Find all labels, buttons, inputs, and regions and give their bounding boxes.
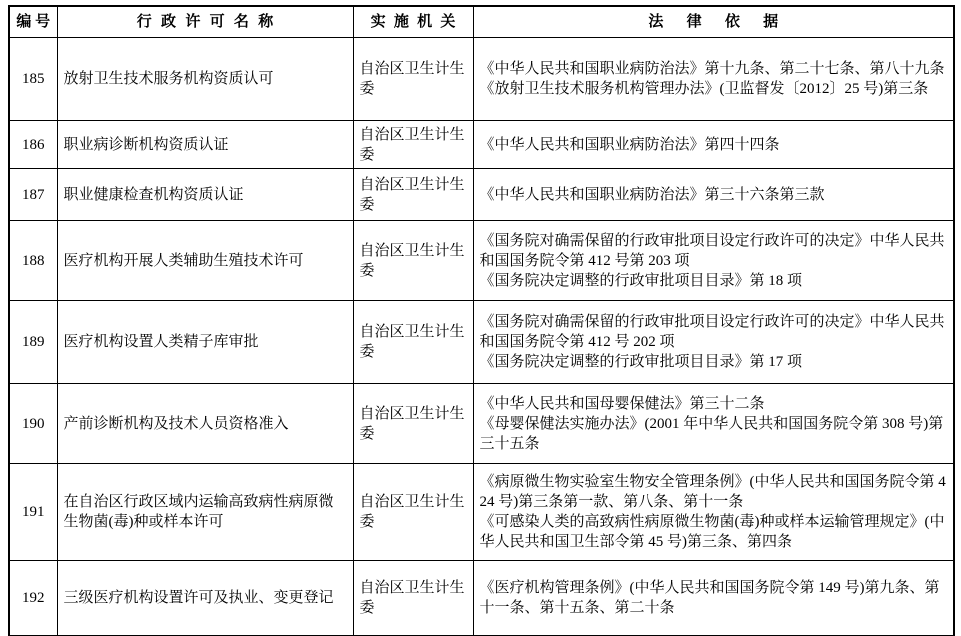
cell-agency: 自治区卫生计生委 bbox=[353, 301, 473, 384]
legal-basis-line: 《中华人民共和国职业病防治法》第三十六条第三款 bbox=[479, 186, 825, 203]
legal-basis-line: 《中华人民共和国职业病防治法》第四十四条 bbox=[479, 136, 780, 153]
cell-legal-basis bbox=[473, 384, 954, 464]
table-row bbox=[9, 301, 954, 384]
legal-basis-line: 《医疗机构管理条例》(中华人民共和国国务院令第 149 号)第九条、第十一条、第十五条、第二十条 bbox=[479, 579, 940, 616]
cell-legal-basis bbox=[473, 464, 954, 561]
cell-id: 187 bbox=[9, 169, 57, 221]
legal-basis-line: 《国务院对确需保留的行政审批项目设定行政许可的决定》中华人民共和国国务院令第 412 号第 203 项 bbox=[479, 232, 945, 269]
cell-permit-name: 职业健康检查机构资质认证 bbox=[57, 169, 353, 221]
table-row bbox=[9, 384, 954, 464]
cell-permit-name: 三级医疗机构设置许可及执业、变更登记 bbox=[57, 561, 353, 636]
cell-id: 188 bbox=[9, 221, 57, 301]
legal-basis-line: 《放射卫生技术服务机构管理办法》(卫监督发〔2012〕25 号)第三条 bbox=[479, 81, 929, 97]
cell-id: 186 bbox=[9, 121, 57, 169]
cell-legal-basis bbox=[473, 121, 954, 169]
cell-permit-name: 职业病诊断机构资质认证 bbox=[57, 121, 353, 169]
cell-id: 185 bbox=[9, 38, 57, 121]
col-header-agency: 实施机关 bbox=[353, 6, 473, 38]
table-row bbox=[9, 169, 954, 221]
legal-basis-line: 《病原微生物实验室生物安全管理条例》(中华人民共和国国务院令第 424 号)第三条第一款、第八条、第十一条 bbox=[479, 474, 946, 510]
cell-id: 190 bbox=[9, 384, 57, 464]
table-row bbox=[9, 121, 954, 169]
cell-agency: 自治区卫生计生委 bbox=[353, 169, 473, 221]
cell-agency: 自治区卫生计生委 bbox=[353, 121, 473, 169]
legal-basis-line: 《中华人民共和国职业病防治法》第十九条、第二十七条、第八十九条 bbox=[479, 61, 945, 77]
col-header-id: 编号 bbox=[9, 6, 57, 38]
cell-agency: 自治区卫生计生委 bbox=[353, 221, 473, 301]
table-header-row bbox=[9, 6, 954, 38]
cell-permit-name: 在自治区行政区域内运输高致病性病原微生物菌(毒)种或样本许可 bbox=[57, 464, 353, 561]
cell-id: 189 bbox=[9, 301, 57, 384]
cell-agency: 自治区卫生计生委 bbox=[353, 384, 473, 464]
legal-basis-line: 《可感染人类的高致病性病原微生物菌(毒)种或样本运输管理规定》(中华人民共和国卫生部令第 45 号)第三条、第四条 bbox=[479, 514, 945, 550]
cell-legal-basis bbox=[473, 169, 954, 221]
legal-basis-line: 《国务院决定调整的行政审批项目目录》第 17 项 bbox=[479, 354, 803, 370]
table-row bbox=[9, 38, 954, 121]
legal-basis-line: 《中华人民共和国母婴保健法》第三十二条 bbox=[479, 395, 765, 412]
administrative-permits-table bbox=[8, 5, 955, 636]
cell-permit-name: 医疗机构设置人类精子库审批 bbox=[57, 301, 353, 384]
cell-legal-basis bbox=[473, 38, 954, 121]
table-row bbox=[9, 464, 954, 561]
cell-permit-name: 医疗机构开展人类辅助生殖技术许可 bbox=[57, 221, 353, 301]
table-row bbox=[9, 561, 954, 636]
cell-agency: 自治区卫生计生委 bbox=[353, 464, 473, 561]
cell-permit-name: 放射卫生技术服务机构资质认可 bbox=[57, 38, 353, 121]
legal-basis-line: 《国务院决定调整的行政审批项目目录》第 18 项 bbox=[479, 272, 803, 289]
cell-agency: 自治区卫生计生委 bbox=[353, 38, 473, 121]
col-header-legal: 法律依据 bbox=[473, 6, 954, 38]
cell-agency: 自治区卫生计生委 bbox=[353, 561, 473, 636]
cell-id: 192 bbox=[9, 561, 57, 636]
cell-legal-basis bbox=[473, 561, 954, 636]
col-header-name: 行政许可名称 bbox=[57, 6, 353, 38]
cell-permit-name: 产前诊断机构及技术人员资格准入 bbox=[57, 384, 353, 464]
legal-basis-line: 《国务院对确需保留的行政审批项目设定行政许可的决定》中华人民共和国国务院令第 412 号 202 项 bbox=[479, 314, 945, 350]
cell-legal-basis bbox=[473, 301, 954, 384]
legal-basis-line: 《母婴保健法实施办法》(2001 年中华人民共和国国务院令第 308 号)第三十五条 bbox=[479, 415, 944, 452]
table-row bbox=[9, 221, 954, 301]
cell-id: 191 bbox=[9, 464, 57, 561]
cell-legal-basis bbox=[473, 221, 954, 301]
